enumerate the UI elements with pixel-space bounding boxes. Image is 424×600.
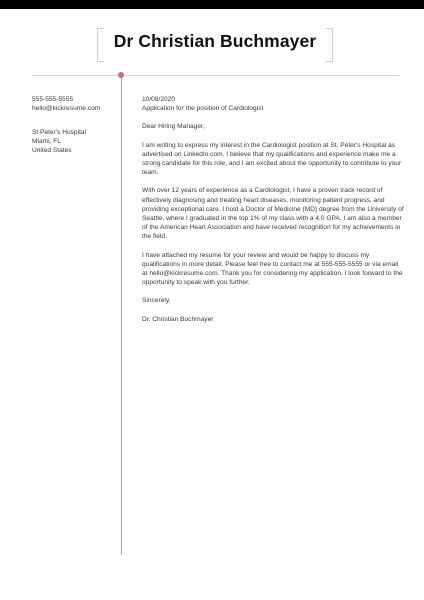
letter-body [142,95,404,324]
letter-closing: Sincerely, [142,297,171,305]
recipient-address [32,128,86,155]
recipient-city: Miami, FL [32,138,61,145]
horizontal-divider [32,75,399,76]
email-address: hello@kickresume.com [32,105,101,112]
letter-date: 10/08/2020 [142,96,176,103]
name-frame [97,28,333,60]
letter-subject: Application for the position of Cardiologist [142,105,264,113]
accent-dot [118,72,124,78]
contact-info [32,95,100,113]
applicant-name: Dr Christian Buchmayer [113,31,317,51]
recipient-country: United States [32,147,72,154]
phone-number: 555-555-5555 [32,96,74,103]
recipient-organization: St Peter's Hospital [32,129,87,136]
letter-paragraph: With over 12 years of experience as a Cardiologist, I have a proven track record of effectively diagnosing and treating heart diseases, monitoring patient progress, and providing exceptional care. I hold a Doctor of Medicine (MD) degree from the University of Seattle, where I graduated in the top 1% of my class with a 4.0 GPA. I am also a member of the American Heart Association and have received recognition for my achievements in the field. [142,187,404,241]
letter-paragraph: I am writing to express my interest in the Cardiologist position at St. Peter's Hospital as advertised on LinkedIn.com. I believe that my qualifications and experience make me a strong candidate for this role, and I am excited about the opportunity to contribute to your team. [142,141,402,177]
letter-signature: Dr. Christian Buchmayer [142,315,214,323]
vertical-divider [121,75,122,555]
top-bar [0,0,424,9]
letter-paragraph: I have attached my resume for your review and would be happy to discuss my qualifications in more detail. Please feel free to contact me at 555-555-5555 or via email at hello@kickresume.com. Thank you for considering my application. I look forward to the opportunity to speak with you further. [142,251,403,287]
letter-salutation: Dear Hiring Manager, [142,123,205,131]
